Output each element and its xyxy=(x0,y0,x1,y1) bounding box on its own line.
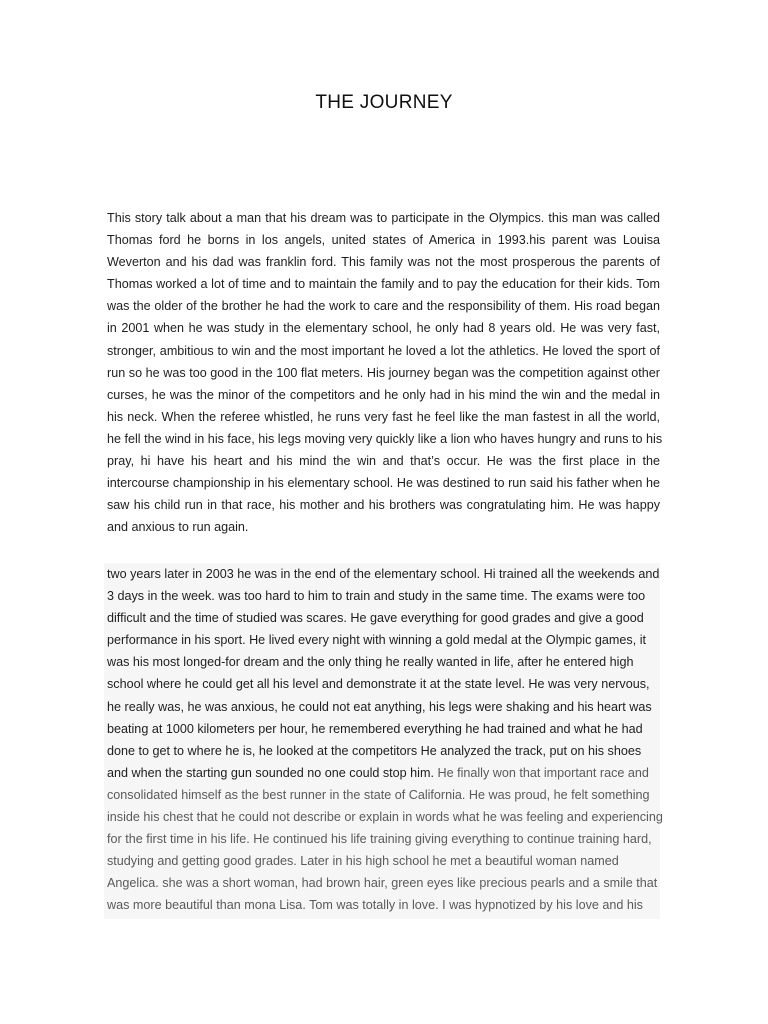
paragraph-line: consolidated himself as the best runner in the state of California. He was proud, he felt something xyxy=(107,787,650,802)
paragraph-line: This story talk about a man that his dream was to participate in the Olympics. this man was called xyxy=(107,211,660,225)
paragraph-line: Weverton and his dad was franklin ford. This family was not the most prosperous the parents of xyxy=(107,255,660,270)
paragraph-line: his neck. When the referee whistled, he runs very fast he feel like the man fastest in all the world, xyxy=(107,409,660,424)
paragraph-line: intercourse championship in his elementary school. He was destined to run said his father when he xyxy=(107,476,660,491)
paragraph-line: in 2001 when he was study in the elementary school, he only had 8 years old. He was very fast, xyxy=(107,321,660,336)
paragraph-line: Thomas worked a lot of time and to maintain the family and to pay the education for their kids. Tom xyxy=(107,277,660,292)
paragraph-line: pray, hi have his heart and his mind the win and that’s occur. He was the first place in the xyxy=(107,454,660,469)
paragraph-line: two years later in 2003 he was in the end of the elementary school. Hi trained all the weekends and xyxy=(107,567,660,581)
paragraph-line: studying and getting good grades. Later in his high school he met a beautiful woman named xyxy=(107,854,619,869)
document-title: THE JOURNEY xyxy=(315,92,453,113)
paragraph-line: was the older of the brother he had the work to care and the responsibility of them. His road began xyxy=(107,299,660,314)
paragraph-line xyxy=(107,762,660,784)
paragraph-line: he fell the wind in his face, his legs moving very quickly like a lion who haves hungry and runs to his xyxy=(107,431,663,446)
paragraph-line: stronger, ambitious to win and the most important he loved a lot the athletics. He loved the sport of xyxy=(107,343,660,358)
paragraph-line: performance in his sport. He lived every night with winning a gold medal at the Olympic games, it xyxy=(107,633,646,648)
paragraph-1 xyxy=(107,207,663,538)
paragraph-line: done to get to where he is, he looked at the competitors He analyzed the track, put on his shoes xyxy=(107,743,642,758)
paragraph-2 xyxy=(107,563,663,917)
paragraph-line: curses, he was the minor of the competitors and he only had in his mind the win and the medal in xyxy=(107,387,660,402)
paragraph-line: Thomas ford he borns in los angels, united states of America in 1993.his parent was Louisa xyxy=(107,233,660,248)
paragraph-line: for the first time in his life. He continued his life training giving everything to continue training hard, xyxy=(107,832,652,847)
paragraph-line: run so he was too good in the 100 flat meters. His journey began was the competition against other xyxy=(107,365,660,380)
paragraph-line: 3 days in the week. was too hard to him to train and study in the same time. The exams were too xyxy=(107,589,646,604)
paragraph-line: beating at 1000 kilometers per hour, he remembered everything he had trained and what he had xyxy=(107,721,643,736)
paragraph-line: he really was, he was anxious, he could not eat anything, his legs were shaking and his heart was xyxy=(107,699,652,714)
paragraph-line: school where he could get all his level and demonstrate it at the state level. He was very nervous, xyxy=(107,677,650,692)
paragraph-line: was his most longed-for dream and the only thing he really wanted in life, after he entered high xyxy=(107,655,634,670)
paragraph-line-gray-part: He finally won that important race and xyxy=(433,765,649,780)
paragraph-line: difficult and the time of studied was scares. He gave everything for good grades and give a good xyxy=(107,611,644,626)
paragraph-line: and anxious to run again. xyxy=(107,520,249,535)
paragraph-line: saw his child run in that race, his mother and his brothers was congratulating him. He was happy xyxy=(107,498,660,513)
paragraph-line: was more beautiful than mona Lisa. Tom was totally in love. I was hypnotized by his love and his xyxy=(107,898,643,913)
paragraph-line: Angelica. she was a short woman, had brown hair, green eyes like precious pearls and a smile that xyxy=(107,876,658,891)
paragraph-line: inside his chest that he could not describe or explain in words what he was feeling and experiencing xyxy=(107,810,663,825)
paragraph-line-dark-part: and when the starting gun sounded no one could stop him. xyxy=(107,765,434,780)
